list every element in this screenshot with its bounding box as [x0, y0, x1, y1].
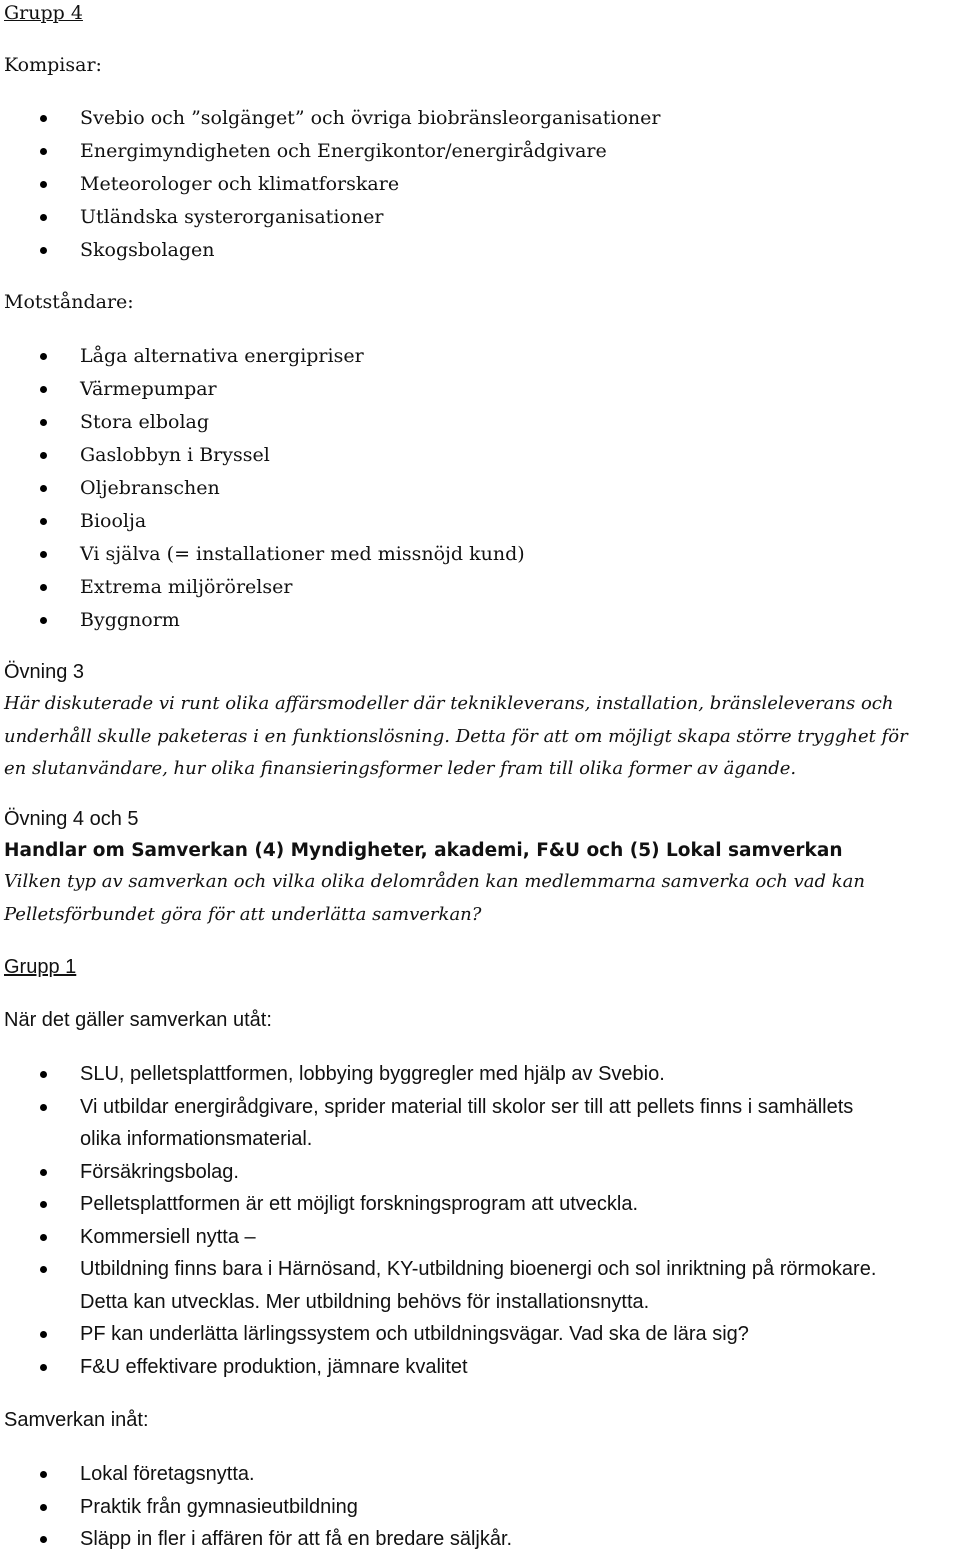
- list-item: Energimyndigheten och Energikontor/energirådgivare: [0, 135, 660, 168]
- list-item: Bioolja: [0, 505, 525, 538]
- list-item: Byggnorm: [0, 604, 525, 637]
- list-item: Lokal företagsnytta.: [0, 1458, 512, 1491]
- list-item: Utländska systerorganisationer: [0, 201, 660, 234]
- kompisar-label: Kompisar:: [4, 54, 102, 76]
- list-item: Värmepumpar: [0, 373, 525, 406]
- list-item: Gaslobbyn i Bryssel: [0, 439, 525, 472]
- ovning3-text: [4, 688, 908, 786]
- motstandare-list: [0, 340, 525, 637]
- ovning45-question: [4, 866, 865, 931]
- list-item: Låga alternativa energipriser: [0, 340, 525, 373]
- list-item: PF kan underlätta lärlingssystem och utbildningsvägar. Vad ska de lära sig?: [0, 1318, 880, 1351]
- text-line: Pelletsförbundet göra för att underlätta samverkan?: [4, 903, 482, 925]
- list-item: Svebio och ”solgänget” och övriga biobränsleorganisationer: [0, 102, 660, 135]
- ovning45-subheading: Handlar om Samverkan (4) Myndigheter, akademi, F&U och (5) Lokal samverkan: [4, 840, 843, 861]
- list-item: Pelletsplattformen är ett möjligt forskningsprogram att utveckla.: [0, 1188, 880, 1221]
- list-item: Extrema miljörörelser: [0, 571, 525, 604]
- list-item: Skogsbolagen: [0, 234, 660, 267]
- text-line: Vilken typ av samverkan och vilka olika delområden kan medlemmarna samverka och vad kan: [4, 871, 865, 892]
- list-item: Släpp in fler i affären för att få en bredare säljkår.: [0, 1523, 512, 1556]
- list-item: Försäkringsbolag.: [0, 1156, 880, 1189]
- grupp1-heading: Grupp 1: [4, 956, 77, 978]
- utat-label: När det gäller samverkan utåt:: [4, 1009, 272, 1031]
- grupp4-heading: Grupp 4: [4, 2, 83, 24]
- kompisar-list: [0, 102, 660, 267]
- inat-list: [0, 1458, 512, 1556]
- utat-list: [0, 1058, 880, 1383]
- motstandare-label: Motståndare:: [4, 291, 134, 313]
- ovning3-heading: Övning 3: [4, 661, 85, 683]
- list-item: Utbildning finns bara i Härnösand, KY-utbildning bioenergi och sol inriktning på rörmokare. Detta kan utvecklas. Mer utbildning behövs för installationsnytta.: [0, 1253, 880, 1318]
- list-item: F&U effektivare produktion, jämnare kvalitet: [0, 1351, 880, 1384]
- list-item: SLU, pelletsplattformen, lobbying byggregler med hjälp av Svebio.: [0, 1058, 880, 1091]
- list-item: Kommersiell nytta –: [0, 1221, 880, 1254]
- inat-label: Samverkan inåt:: [4, 1409, 149, 1431]
- text-line: underhåll skulle paketeras i en funktionslösning. Detta för att om möjligt skapa större trygghet för: [4, 725, 908, 747]
- list-item: Oljebranschen: [0, 472, 525, 505]
- list-item: Vi själva (= installationer med missnöjd kund): [0, 538, 525, 571]
- list-item: Vi utbildar energirådgivare, sprider material till skolor ser till att pellets finns i samhällets olika informationsmaterial.: [0, 1091, 880, 1156]
- list-item: Meteorologer och klimatforskare: [0, 168, 660, 201]
- ovning45-heading: Övning 4 och 5: [4, 808, 139, 830]
- list-item: Praktik från gymnasieutbildning: [0, 1491, 512, 1524]
- text-line: Här diskuterade vi runt olika affärsmodeller där teknikleverans, installation, bränsleleverans och: [4, 693, 894, 714]
- list-item: Stora elbolag: [0, 406, 525, 439]
- text-line: en slutanvändare, hur olika finansieringsformer leder fram till olika former av ägande.: [4, 758, 797, 779]
